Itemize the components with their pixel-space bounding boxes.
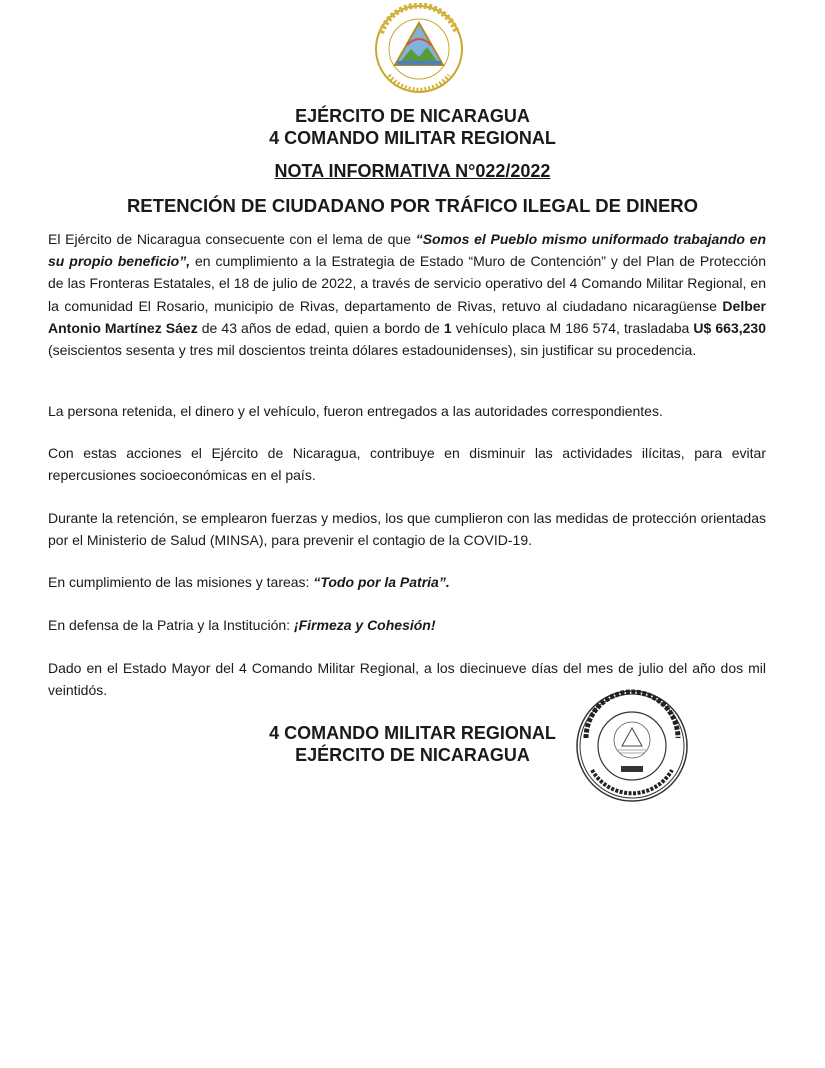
paragraph-mission (48, 571, 766, 593)
motto-text: “Somos el Pueblo mismo uniformado trabajando en su propio beneficio”, (48, 231, 766, 270)
vehicle-count: 1 (443, 319, 452, 336)
paragraph-covid: Durante la retención, se emplearon fuerzas y medios, los que cumplieron con las medidas de protección orientadas por el Ministerio de Salud (MINSA), para prevenir el contagio de la COVID-19. (48, 510, 766, 549)
p5-text: En cumplimiento de las misiones y tareas: (48, 574, 314, 590)
official-stamp-icon (574, 688, 690, 804)
paragraph-handover: La persona retenida, el dinero y el vehículo, fueron entregados a las autoridades correspondientes. (48, 403, 663, 419)
header-org: EJÉRCITO DE NICARAGUA (295, 106, 530, 126)
p1-text-2: en cumplimiento a la Estrategia de Estado “Muro de Contención” y del Plan de Protección de las Fronteras Estatales, el 18 de julio de 2022, a través de servicio operativo del 4 Comando Militar Regional, en la comunidad El Rosario, municipio de Rivas, departamento de Rivas, retuvo al ciudadano nicaragüense (48, 253, 766, 314)
p1-text-1: El Ejército de Nicaragua consecuente con el lema de que (48, 231, 416, 247)
signature-org: EJÉRCITO DE NICARAGUA (295, 745, 530, 765)
p1-text-4: vehículo placa M 186 574, trasladaba (451, 319, 694, 336)
subject-title: RETENCIÓN DE CIUDADANO POR TRÁFICO ILEGAL DE DINERO (126, 195, 699, 216)
note-title: NOTA INFORMATIVA N°022/2022 (274, 161, 551, 181)
header-unit: 4 COMANDO MILITAR REGIONAL (269, 128, 556, 148)
paragraph-defense (48, 614, 766, 636)
p1-text-5: (seiscientos sesenta y tres mil doscientos treinta dólares estadounidenses), sin justificar su procedencia. (48, 342, 697, 359)
slogan-patria: “Todo por la Patria”. (313, 574, 450, 590)
detainee-name: Delber Antonio Martínez Sáez (48, 297, 766, 336)
paragraph-report (48, 228, 766, 361)
coat-of-arms-icon (367, 3, 471, 95)
p6-text: En defensa de la Patria y la Institución: (48, 617, 294, 633)
p1-text-3: de 43 años de edad, quien a bordo de (197, 319, 444, 336)
slogan-firmeza: ¡Firmeza y Cohesión! (293, 617, 436, 633)
paragraph-contribution: Con estas acciones el Ejército de Nicaragua, contribuye en disminuir las actividades ilícitas, para evitar repercusiones socioeconómicas en el país. (48, 445, 766, 484)
signature-unit: 4 COMANDO MILITAR REGIONAL (269, 723, 556, 743)
paragraph-date: Dado en el Estado Mayor del 4 Comando Militar Regional, a los diecinueve días del mes de julio del año dos mil veintidós. (48, 660, 766, 699)
money-amount: U$ 663,230 (693, 319, 766, 336)
